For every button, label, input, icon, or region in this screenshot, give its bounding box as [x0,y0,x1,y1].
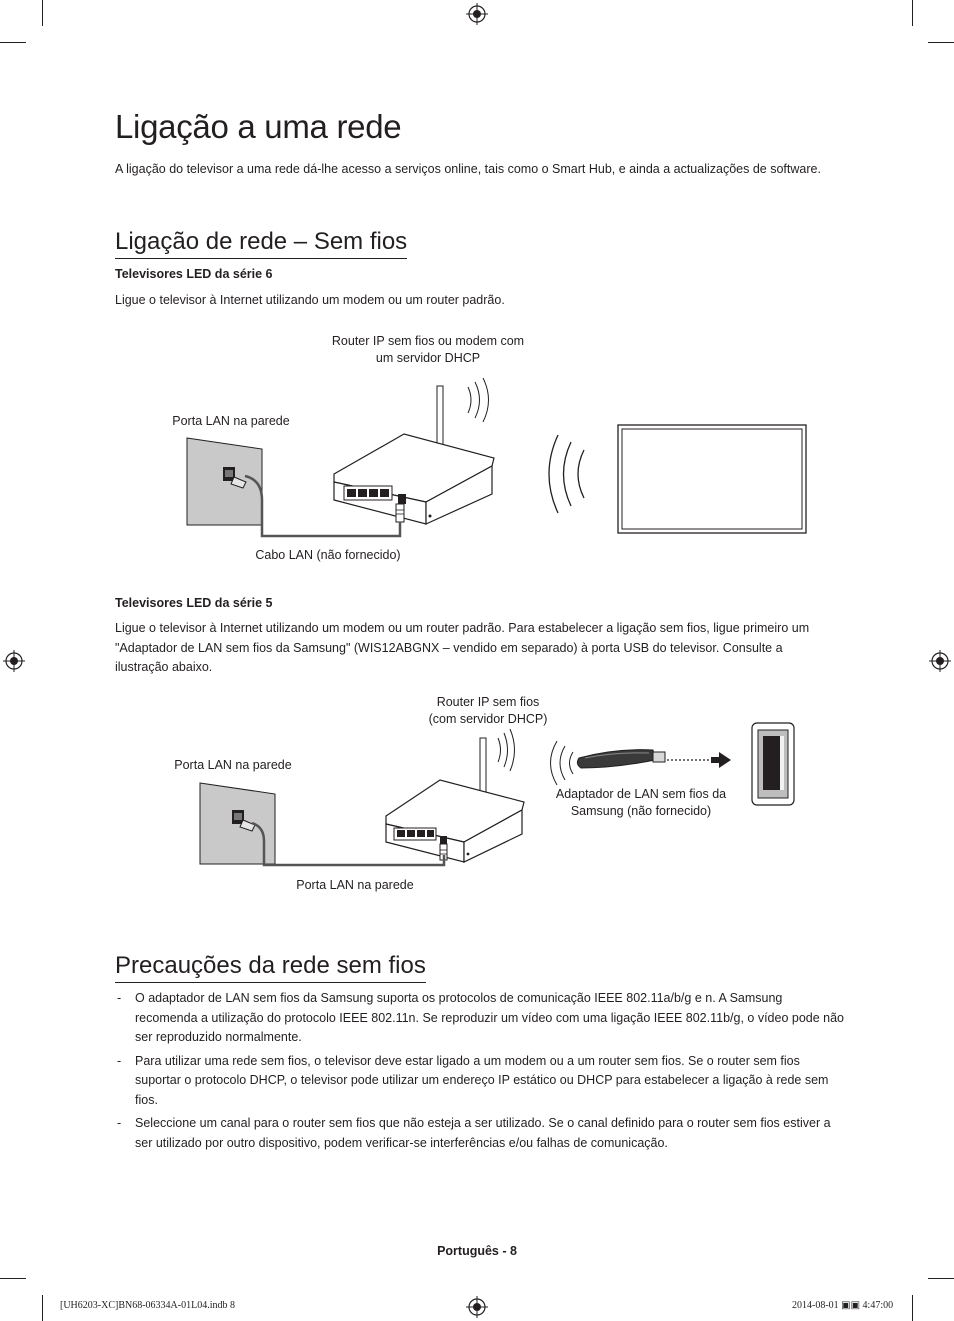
crop-mark [928,42,954,43]
wall-port-label-1: Porta LAN na parede [172,414,290,428]
bottom-port-label: Porta LAN na parede [296,878,414,892]
wifi-waves-icon [495,728,521,772]
crop-mark [0,1278,26,1279]
registration-mark-icon [466,1296,488,1318]
print-slug-file: [UH6203-XC]BN68-06334A-01L04.indb 8 [60,1300,235,1311]
cable-label-1: Cabo LAN (não fornecido) [255,548,401,562]
registration-mark-icon [929,650,951,672]
crop-mark [42,0,43,26]
list-item: - Para utilizar uma rede sem fios, o televisor deve estar ligado a um modem ou a um router sem fios. Se o router sem fios suportar o protocolo DHCP, o televisor pode utilizar um endereço IP estático ou DHCP para estabelecer a ligação à rede sem fios. [117,1053,829,1107]
wall-port-label-2: Porta LAN na parede [174,758,292,772]
print-slug-date: 2014-08-01 ▣▣ 4:47:00 [792,1300,894,1311]
tv-icon [617,424,807,534]
series6-paragraph: Ligue o televisor à Internet utilizando um modem ou um router padrão. [115,293,505,307]
page-title: Ligação a uma rede [115,108,402,145]
router-label-1: Router IP sem fios ou modem com um servidor DHCP [331,334,525,365]
bullet-marker: - [117,1116,122,1130]
series5-paragraph: Ligue o televisor à Internet utilizando um modem ou um router padrão. Para estabelecer a ligação sem fios, ligue primeiro um "Adaptador de LAN sem fios da Samsung" (WIS12ABGNX – vendido em separado) à porta USB do televisor. Consulte a ilustração abaixo. [115,621,810,674]
lan-cable-line [248,815,448,875]
wifi-waves-icon [546,740,576,786]
crop-mark [0,42,26,43]
crop-mark [912,1295,913,1321]
wifi-waves-icon [464,377,498,423]
section-heading-wireless: Ligação de rede – Sem fios [115,228,407,259]
crop-mark [928,1278,954,1279]
section-heading-precautions: Precauções da rede sem fios [115,952,426,983]
intro-paragraph: A ligação do televisor a uma rede dá-lhe acesso a serviços online, tais como o Smart Hub, e ainda a actualizações de software. [115,162,821,176]
page-number: Português - 8 [437,1244,517,1258]
adapter-label: Adaptador de LAN sem fios da Samsung (não fornecido) [555,787,727,818]
usb-port-icon [751,722,795,806]
precautions-list [115,989,845,1157]
bullet-marker: - [117,1053,122,1068]
registration-mark-icon [466,3,488,25]
registration-mark-icon [3,650,25,672]
wifi-waves-icon [544,434,588,514]
lan-cable-line [240,470,420,550]
router-label-2: Router IP sem fios (com servidor DHCP) [428,695,548,726]
list-item: - O adaptador de LAN sem fios da Samsung suporta os protocolos de comunicação IEEE 802.11a/b/g e n. A Samsung recomenda a utilização do protocolo IEEE 802.11n. Se reproduzir um vídeo com uma ligação IEEE 802.11b/g, o vídeo pode não ser reproduzido normalmente. [117,991,845,1044]
list-item: - Seleccione um canal para o router sem fios que não esteja a ser utilizado. Se o canal definido para o router sem fios estiver a ser utilizado por outro dispositivo, podem verificar-se interferências e/ou falhas de comunicação. [117,1116,831,1150]
subheading-series6: Televisores LED da série 6 [115,267,273,281]
usb-adapter-icon [575,746,671,776]
bullet-marker: - [117,991,122,1005]
crop-mark [42,1295,43,1321]
arrow-right-icon [665,750,735,770]
subheading-series5: Televisores LED da série 5 [115,596,273,610]
crop-mark [912,0,913,26]
